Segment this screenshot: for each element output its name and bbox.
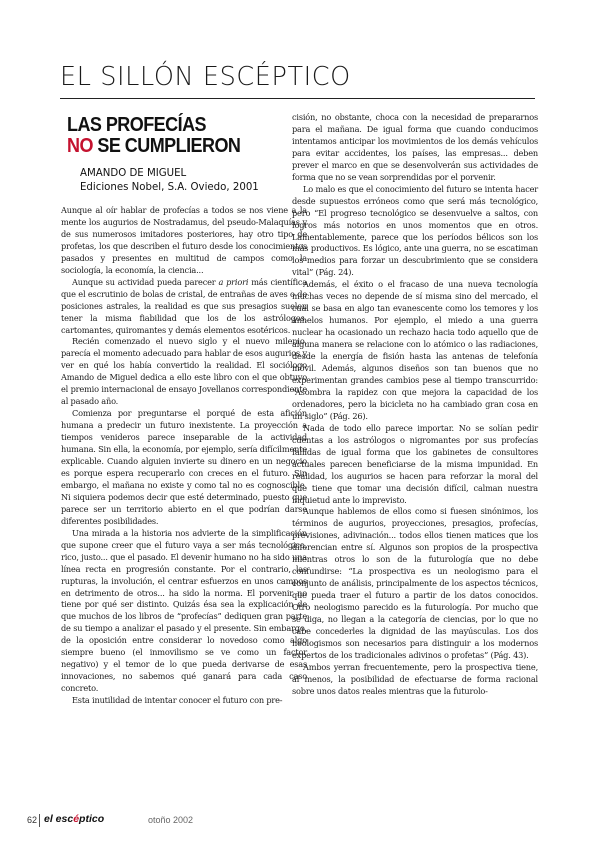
paragraph: Una mirada a la historia nos advierte de la simplificación que supone creer que el futuro vaya a ser más tecnológico, rico, justo... que el pasado. El devenir humano no ha sido una línea recta en progresión constante. Por el contrario, las rupturas, la involución, el centrar esfuerzos en unos campos en detrimento de otros... ha sido la norma. El porvenir no tiene por qué ser distinto. Quizás ésa sea la explicación de que muchos de los libros de “profecías” dediquen gran parte de su tiempo a analizar el pasado y el presente. Sin embargo, de la oposición entre considerar lo novedoso como algo siempre bueno (el inmovilismo se ve como un factor negativo) y el temor de lo que pueda derivarse de esas innovaciones, no sabemos qué ganará para cada caso concreto.: [61, 527, 307, 694]
section-title: EL SILLÓN ESCÉPTICO: [60, 62, 351, 92]
paragraph: Lo malo es que el conocimiento del futuro se intenta hacer desde supuestos erróneos como que será más tecnológico, pero “El progreso tecnológico se desenvuelve a saltos, con logros más notorios en unos momentos que en otros. Lamentablemente, parece que los períodos bélicos son los más productivos. Es lógico, ante una guerra, no se escatiman los medios para forzar un descubrimiento que se considera vital” (Pág. 24).: [292, 183, 538, 278]
footer-divider: [39, 814, 40, 827]
article-title-line-2: [67, 136, 240, 157]
article-title-line-1: LAS PROFECÍAS: [67, 114, 206, 136]
magazine-name-prefix: el esc: [44, 813, 74, 825]
magazine-name-accent: é: [73, 813, 80, 825]
paragraph: Aunque al oír hablar de profecías a todos se nos viene a la mente los augurios de Nostradamus, del pseudo-Malaquías y de sus numerosos imitadores posteriores, hay otro tipo de profetas, los que describen el futuro desde los conocimientos pasados y presentes en multitud de campos como la sociología, la economía, la ciencia...: [61, 205, 307, 275]
paragraph: Ambos yerran frecuentemente, pero la prospectiva tiene, al menos, la posibilidad de efectuarse de forma racional sobre unos datos reales mientras que la futurolo-: [292, 661, 538, 696]
article-title: [67, 115, 240, 157]
paragraph: Recién comenzado el nuevo siglo y el nuevo milenio, parecía el momento adecuado para hablar de esos augurios y ver en qué los había convertido la realidad. El sociólogo Amando de Miguel dedica a ello este libro con el que obtuvo el premio internacional de ensayo Jovellanos correspondiente al pasado año.: [61, 336, 307, 407]
article-title-line-2-rest: SE CUMPLIERON: [92, 135, 241, 157]
paragraph: [61, 277, 307, 337]
issue-season: otoño 2002: [148, 815, 194, 825]
left-column: [61, 205, 307, 707]
book-byline: [80, 167, 259, 194]
paragraph: Aunque hablemos de ellos como si fuesen sinónimos, los términos de augurios, proyecciones, presagios, profecías, previsiones, adivinación... todos ellos tienen matices que los diferencian entre sí. Algunos son propios de la prospectiva mientras otros lo son de la futurología que no debe confundirse: “La prospectiva es un neologismo para el conjunto de análisis, principalmente de los aspectos técnicos, que pueda traer el futuro a partir de los datos conocidos. Otro neologismo parecido es la futurología. Por mucho que se diga, no llegan a la categoría de ciencias, por lo que no cabe concederles la dignidad de las mayúsculas. Los dos neologismos son necesarios para distinguir a los modernos expertos de los tradicionales adivinos o profetas” (Pág. 43).: [292, 506, 538, 660]
magazine-name: [44, 813, 104, 825]
paragraph: Comienza por preguntarse el porqué de esta afición humana a predecir un futuro inexistente. La proyección a tiempos venideros parece inseparable de la actividad humana. Sin ella, la economía, por ejemplo, sería difícilmente explicable. Cuando alguien invierte su dinero en un negocio es porque espera recuperarlo con creces en el futuro. Sin embargo, el mañana no existe y como tal no es cognoscible. Ni siquiera podemos decir que esté determinado, puesto que parece ser un territorio abierto en el que podrían darse diferentes posibilidades.: [61, 408, 307, 526]
right-column: [292, 112, 538, 698]
book-author: AMANDO DE MIGUEL: [80, 168, 187, 179]
paragraph: Esta inutilidad de intentar conocer el futuro con pre-: [72, 695, 283, 706]
paragraph-text: más científica que el escrutinio de bolas de cristal, de entrañas de aves o de posiciones astrales, la realidad es que sus presagios suelen tener la misma fiabilidad que los de los astrólogos, cartomantes, quiromantes y demás elementos esotéricos.: [61, 276, 307, 335]
paragraph-emphasis: a priori: [218, 276, 249, 287]
paragraph: Además, el éxito o el fracaso de una nueva tecnología muchas veces no depende de sí misma sino del mercado, el cual se basa en algo tan evanescente como los temores y los anhelos humanos. Por ejemplo, el miedo a una guerra nuclear ha ocasionado un rechazo hacia todo aquello que de alguna manera se relacione con lo atómico o las radiaciones, desde la energía de fisión hasta las antenas de telefonía móvil. Además, algunos diseños son tan buenos que no experimentan grandes cambios pese al tiempo transcurrido: “Asombra la rapidez con que mejora la capacidad de los ordenadores, pero la bicicleta no ha cambiado gran cosa en un siglo” (Pág. 26).: [292, 279, 538, 421]
paragraph: Nada de todo ello parece importar. No se solían pedir cuentas a los astrólogos o nigromantes por sus profecías fallidas de igual forma que los gabinetes de consultores actuales parecen beneficiarse de la misma impunidad. En realidad, los augurios se hacen para reforzar la moral del que tiene que tomar una decisión difícil, calman nuestra inquietud ante lo imprevisto.: [292, 422, 538, 505]
book-publisher: Ediciones Nobel, S.A. Oviedo, 2001: [80, 181, 259, 193]
article-title-accent-word: NO: [67, 135, 93, 157]
paragraph: cisión, no obstante, choca con la necesidad de prepararnos para el mañana. De igual forma que cuando conducimos intentamos anticipar los movimientos de los demás vehículos para evitar accidentes, los países, las empresas... deben prever el marco en que se desenvolverán sus actividades de forma que no se vean sorprendidas por el porvenir.: [292, 112, 538, 182]
section-divider: [60, 98, 535, 99]
paragraph-text: Aunque su actividad pueda parecer: [72, 276, 219, 287]
page-number: 62: [27, 815, 38, 825]
magazine-name-suffix: ptico: [79, 813, 105, 825]
